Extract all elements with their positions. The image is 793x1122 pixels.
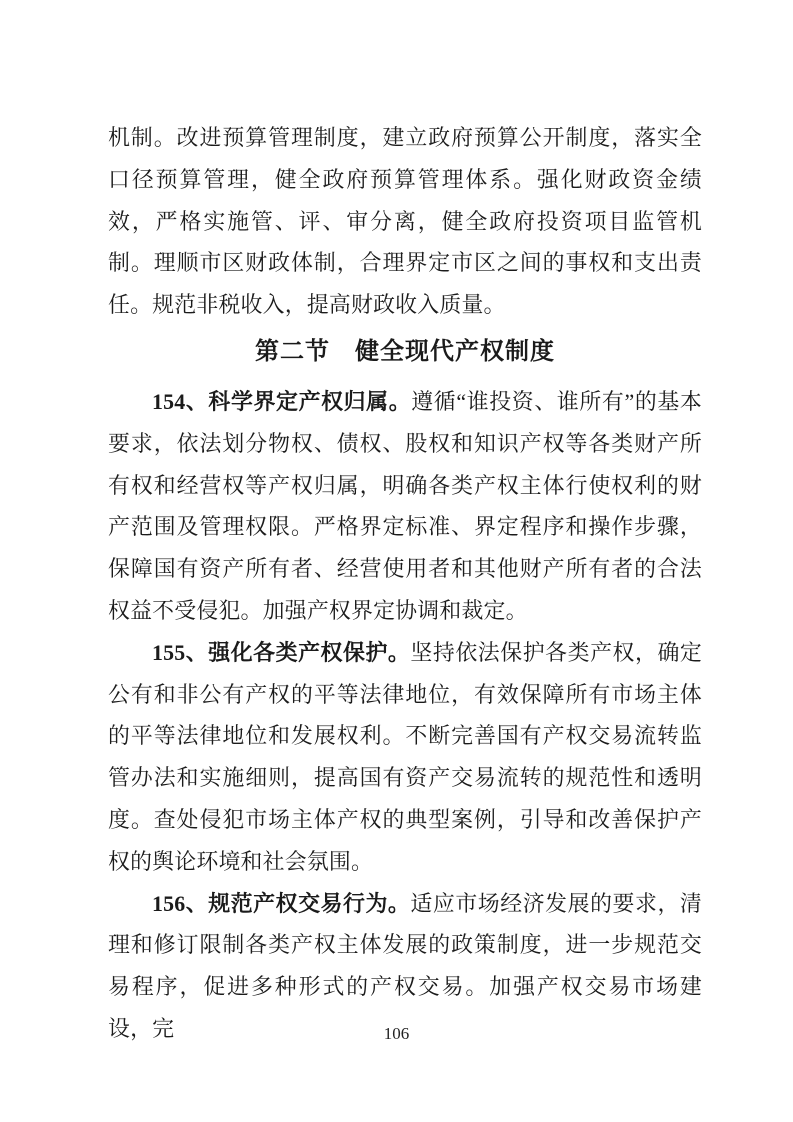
paragraph-154 [108, 381, 702, 632]
paragraph-155 [108, 632, 702, 883]
paragraph-156-lead: 156、规范产权交易行为。 [152, 890, 411, 916]
text-column [108, 117, 702, 1050]
page-number: 106 [383, 1024, 410, 1043]
paragraph-154-lead: 154、科学界定产权归属。 [152, 388, 412, 414]
paragraph-155-body: 坚持依法保护各类产权，确定公有和非公有产权的平等法律地位，有效保障所有市场主体的平等法律地位和发展权利。不断完善国有产权交易流转监管办法和实施细则，提高国有资产交易流转的规范性和透明度。查处侵犯市场主体产权的典型案例，引导和改善保护产权的舆论环境和社会氛围。 [108, 639, 703, 874]
continuation-paragraph: 机制。改进预算管理制度，建立政府预算公开制度，落实全口径预算管理，健全政府预算管理体系。强化财政资金绩效，严格实施管、评、审分离，健全政府投资项目监管机制。理顺市区财政体制，合理界定市区之间的事权和支出责任。规范非税收入，提高财政收入质量。 [108, 125, 702, 318]
paragraph-155-lead: 155、强化各类产权保护。 [152, 639, 411, 665]
paragraph-154-body: 遵循“谁投资、谁所有”的基本要求，依法划分物权、债权、股权和知识产权等各类财产所有权和经营权等产权归属，明确各类产权主体行使权利的财产范围及管理权限。严格界定标准、界定程序和操作步骤，保障国有资产所有者、经营使用者和其他财产所有者的合法权益不受侵犯。加强产权界定协调和裁定。 [108, 388, 702, 623]
paragraph-156-body: 适应市场经济发展的要求，清理和修订限制各类产权主体发展的政策制度，进一步规范交易程序，促进多种形式的产权交易。加强产权交易市场建设，完 [108, 890, 703, 1041]
section-heading: 第二节 健全现代产权制度 [255, 338, 555, 365]
